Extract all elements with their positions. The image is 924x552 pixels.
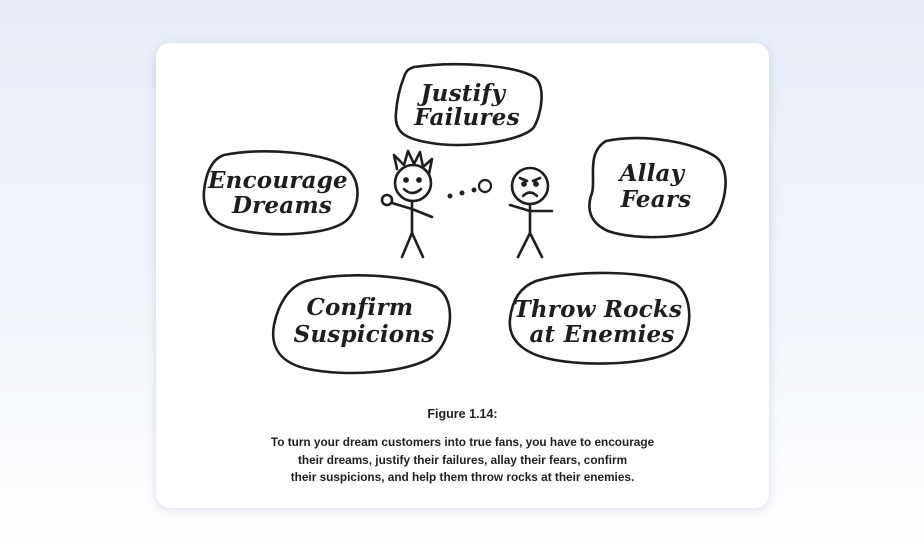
blob-label-allay: Allay Fears <box>619 160 692 213</box>
figure-caption-title: Figure 1.14: <box>427 407 498 421</box>
figure-caption-body <box>252 434 673 487</box>
blob-label-throw: Throw Rocks at Enemies <box>513 296 683 348</box>
caption-line: their suspicions, and help them throw rocks at their enemies. <box>290 470 635 484</box>
blob-label-justify: Justify Failures <box>414 80 520 131</box>
angry-stick-figure <box>510 168 552 257</box>
figure-card <box>156 43 769 508</box>
blob-label-confirm: Confirm Suspicions <box>293 294 435 348</box>
caption-line: their dreams, justify their failures, allay their fears, confirm <box>297 452 628 467</box>
happy-stick-figure <box>382 151 432 257</box>
throw-path <box>449 180 491 197</box>
blob-label-encourage: Encourage Dreams <box>207 167 348 219</box>
caption-line: To turn your dream customers into true fans, you have to encourage <box>270 435 655 449</box>
